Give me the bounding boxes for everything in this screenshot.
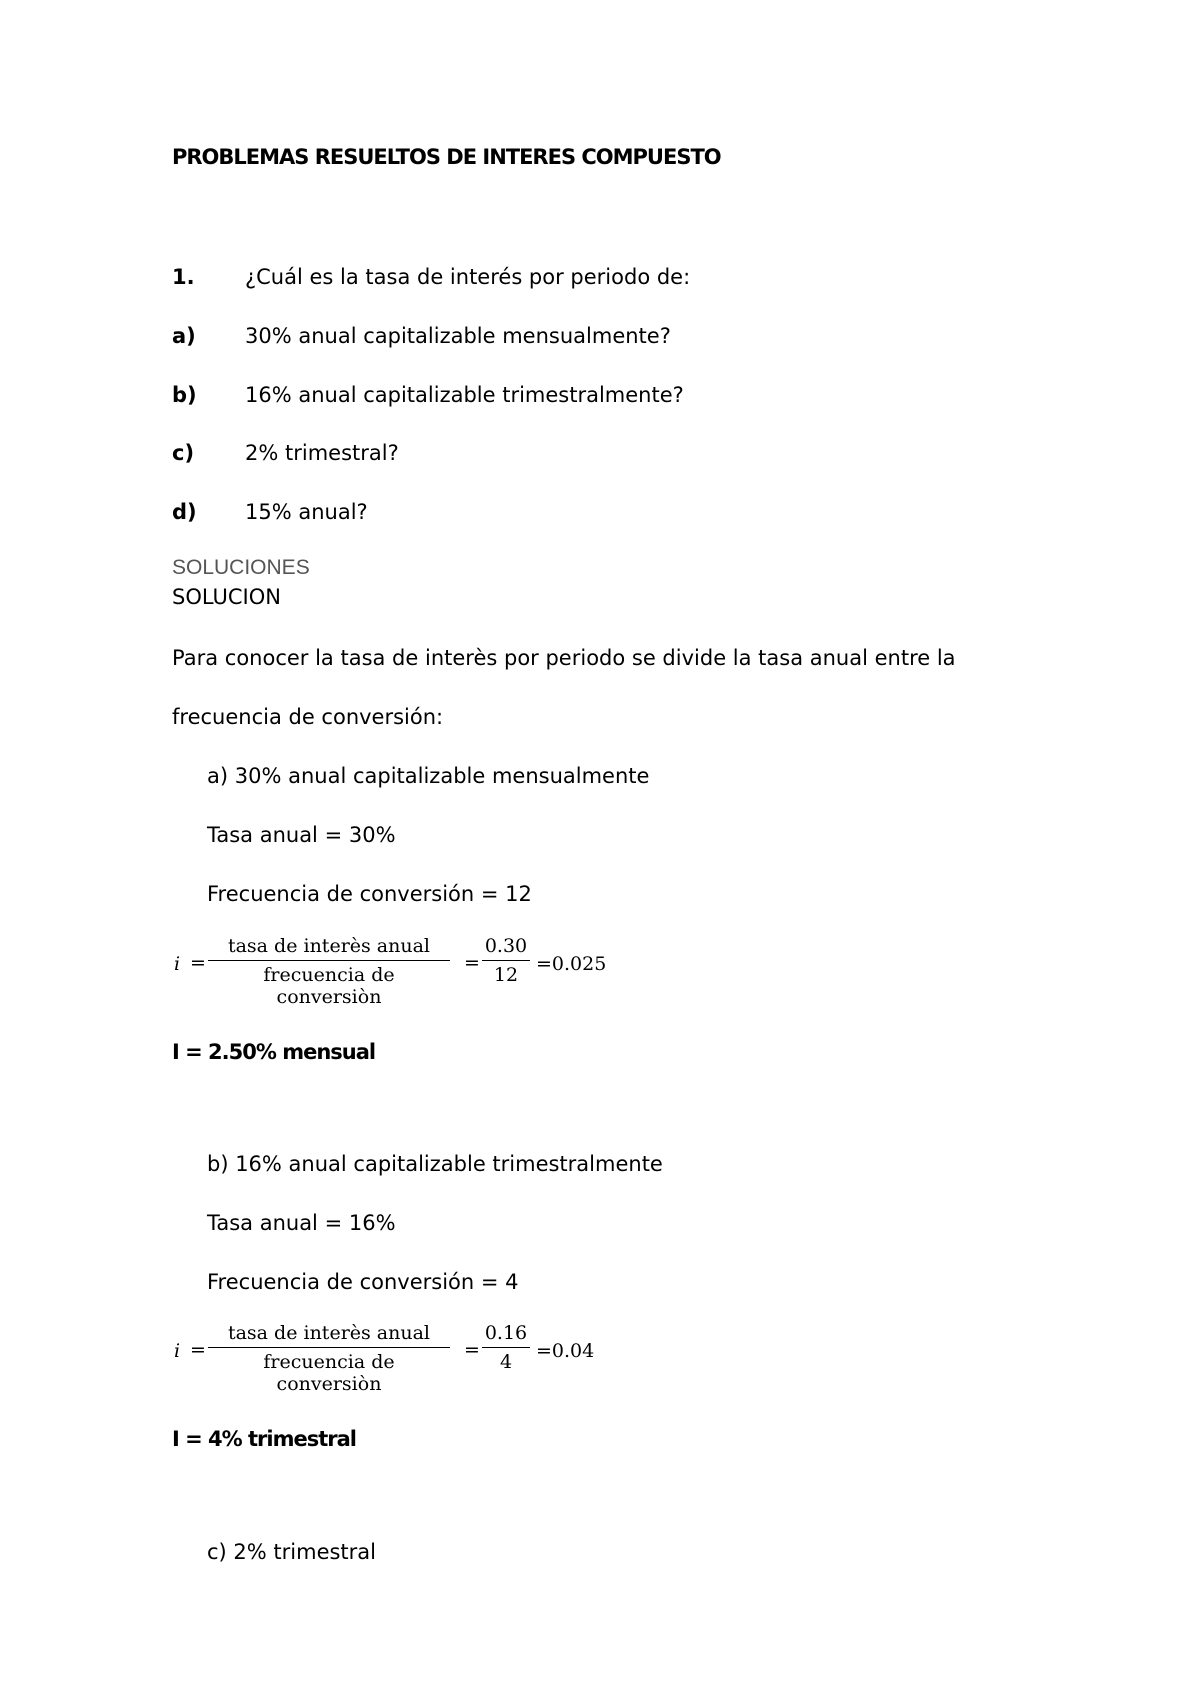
formula-equals: = bbox=[190, 952, 206, 974]
formula-denominator: frecuencia de conversiòn bbox=[263, 964, 395, 1008]
formula-numerator: tasa de interès anual bbox=[227, 1322, 431, 1344]
item-label-a: a) bbox=[172, 324, 196, 348]
part-b-result: I = 4% trimestral bbox=[172, 1427, 356, 1451]
formula-value-denominator: 4 bbox=[499, 1351, 513, 1373]
item-label-b: b) bbox=[172, 383, 197, 407]
question-number: 1. bbox=[172, 265, 195, 289]
item-text-c: 2% trimestral? bbox=[245, 441, 399, 465]
part-a-tasa: Tasa anual = 30% bbox=[207, 823, 396, 847]
formula-value-fraction bbox=[482, 935, 530, 986]
soluciones-heading: SOLUCIONES bbox=[172, 556, 310, 579]
formula-result: =0.04 bbox=[536, 1340, 595, 1362]
part-b-heading: b) 16% anual capitalizable trimestralmente bbox=[207, 1152, 663, 1176]
formula-variable: i bbox=[174, 953, 181, 975]
formula-value-denominator: 12 bbox=[493, 964, 519, 986]
part-a-result: I = 2.50% mensual bbox=[172, 1040, 376, 1064]
item-text-a: 30% anual capitalizable mensualmente? bbox=[245, 324, 671, 348]
part-a-heading: a) 30% anual capitalizable mensualmente bbox=[207, 764, 650, 788]
formula-equals: = bbox=[190, 1339, 206, 1361]
intro-line-1: Para conocer la tasa de interès por periodo se divide la tasa anual entre la bbox=[172, 646, 956, 670]
part-a-frecuencia: Frecuencia de conversión = 12 bbox=[207, 882, 532, 906]
formula-fraction bbox=[208, 935, 450, 1008]
formula-equals: = bbox=[464, 952, 480, 974]
part-b-tasa: Tasa anual = 16% bbox=[207, 1211, 396, 1235]
item-label-c: c) bbox=[172, 441, 195, 465]
question-text: ¿Cuál es la tasa de interés por periodo de: bbox=[245, 265, 691, 289]
part-c-heading: c) 2% trimestral bbox=[207, 1540, 376, 1564]
intro-line-2: frecuencia de conversión: bbox=[172, 705, 444, 729]
formula-numerator: tasa de interès anual bbox=[227, 935, 431, 957]
part-b-formula bbox=[172, 1322, 632, 1395]
formula-denominator: frecuencia de conversiòn bbox=[263, 1351, 395, 1395]
formula-variable: i bbox=[174, 1340, 181, 1362]
item-text-b: 16% anual capitalizable trimestralmente? bbox=[245, 383, 684, 407]
formula-fraction bbox=[208, 1322, 450, 1395]
part-a-formula bbox=[172, 935, 632, 1008]
formula-value-numerator: 0.30 bbox=[484, 935, 528, 957]
formula-result: =0.025 bbox=[536, 953, 607, 975]
solucion-heading: SOLUCION bbox=[172, 585, 281, 609]
item-text-d: 15% anual? bbox=[245, 500, 368, 524]
part-b-frecuencia: Frecuencia de conversión = 4 bbox=[207, 1270, 519, 1294]
formula-value-numerator: 0.16 bbox=[484, 1322, 528, 1344]
formula-value-fraction bbox=[482, 1322, 530, 1373]
formula-equals: = bbox=[464, 1339, 480, 1361]
page-title: PROBLEMAS RESUELTOS DE INTERES COMPUESTO bbox=[172, 145, 721, 169]
item-label-d: d) bbox=[172, 500, 197, 524]
